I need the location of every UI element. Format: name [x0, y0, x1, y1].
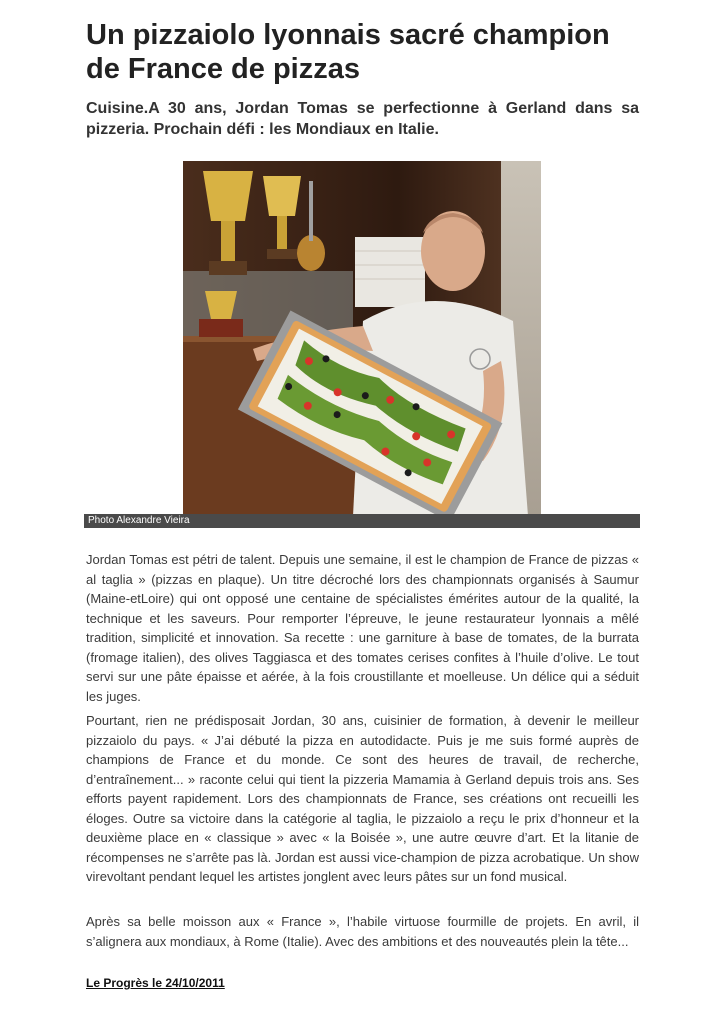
- photo-credit: Photo Alexandre Vieira: [88, 515, 190, 526]
- article-paragraph: Après sa belle moisson aux « France », l’habile virtuose fourmille de projets. En avril, il s’alignera aux mondiaux, à Rome (Italie). Avec des ambitions et des nouveautés plein la tête...: [86, 914, 639, 949]
- article-photo: [183, 161, 541, 516]
- article-paragraph: Jordan Tomas est pétri de talent. Depuis une semaine, il est le champion de France de pizzas « al taglia » (pizzas en plaque). Un titre décroché lors des championnats organisés à Saumur (Maine-etLoire) qui ont opposé une centaine de spécialistes émérites autour de la qualité, la technique et les saveurs. Pour remporter l’épreuve, le jeune restaurateur lyonnais a mêlé tradition, simplicité et innovation. Sa recette : une garniture à base de tomates, de la burrata (fromage italien), des olives Taggiasca et des tomates cerises confites à l’huile d’olive. Le tout servi sur une pâte épaisse et aérée, à la fois croustillante et moelleuse. Un délice qui a séduit les juges.: [86, 552, 639, 704]
- article-standfirst: Cuisine.A 30 ans, Jordan Tomas se perfectionne à Gerland dans sa pizzeria. Prochain défi : les Mondiaux en Italie.: [86, 100, 639, 138]
- article-paragraph: Pourtant, rien ne prédisposait Jordan, 30 ans, cuisinier de formation, à devenir le meilleur pizzaiolo du pays. « J’ai débuté la pizza en autodidacte. Puis je me suis formé auprès de champions de France et du monde. Ce sont des heures de travail, de recherche, d’entraînement... » raconte celui qui tient la pizzeria Mamamia à Gerland depuis trois ans. Ses efforts payent rapidement. Lors des championnats de France, ses créations ont recueilli les éloges. Outre sa victoire dans la catégorie al taglia, le pizzaiolo a reçu le prix d’honneur et la deuxième place en « classique » avec « la Boisée », une autre œuvre d’art. Et la litanie de récompenses ne s’arrête pas là. Jordan est aussi vice-champion de pizza acrobatique. Un show virevoltant pendant lequel les artistes jonglent avec leurs pâtes sur un fond musical.: [86, 713, 639, 884]
- photo-caption-bar: [84, 514, 640, 528]
- article-headline: Un pizzaiolo lyonnais sacré champion de France de pizzas: [86, 19, 610, 85]
- pizzaiolo-photo-illustration: [183, 161, 541, 516]
- article-source-line: Le Progrès le 24/10/2011: [86, 976, 225, 990]
